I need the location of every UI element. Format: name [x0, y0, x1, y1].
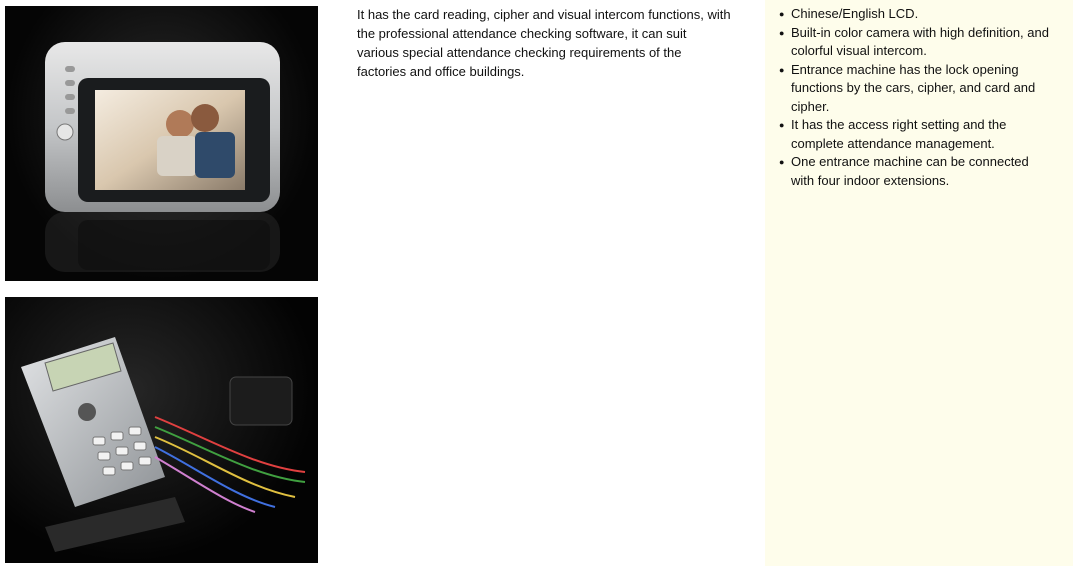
video-monitor-image [5, 6, 318, 281]
feature-item: ● Entrance machine has the lock opening functions by the cars, cipher, and card and cipher. [779, 61, 1051, 117]
access-keypad-image [5, 297, 318, 563]
feature-item: ● One entrance machine can be connected with four indoor extensions. [779, 153, 1051, 190]
product-description: It has the card reading, cipher and visual intercom functions, with the professional attendance checking software, it can suit various special attendance checking requirements of the factories and office buildings. [357, 7, 731, 79]
feature-item: ● Built-in color camera with high definition, and colorful visual intercom. [779, 24, 1051, 61]
feature-item: ● It has the access right setting and the complete attendance management. [779, 116, 1051, 153]
feature-item: ● Chinese/English LCD. [779, 5, 1051, 24]
features-panel [765, 0, 1073, 566]
features-list [765, 0, 1073, 190]
indoor-video-monitor-photo [5, 6, 318, 281]
entrance-keypad-photo [5, 297, 318, 563]
